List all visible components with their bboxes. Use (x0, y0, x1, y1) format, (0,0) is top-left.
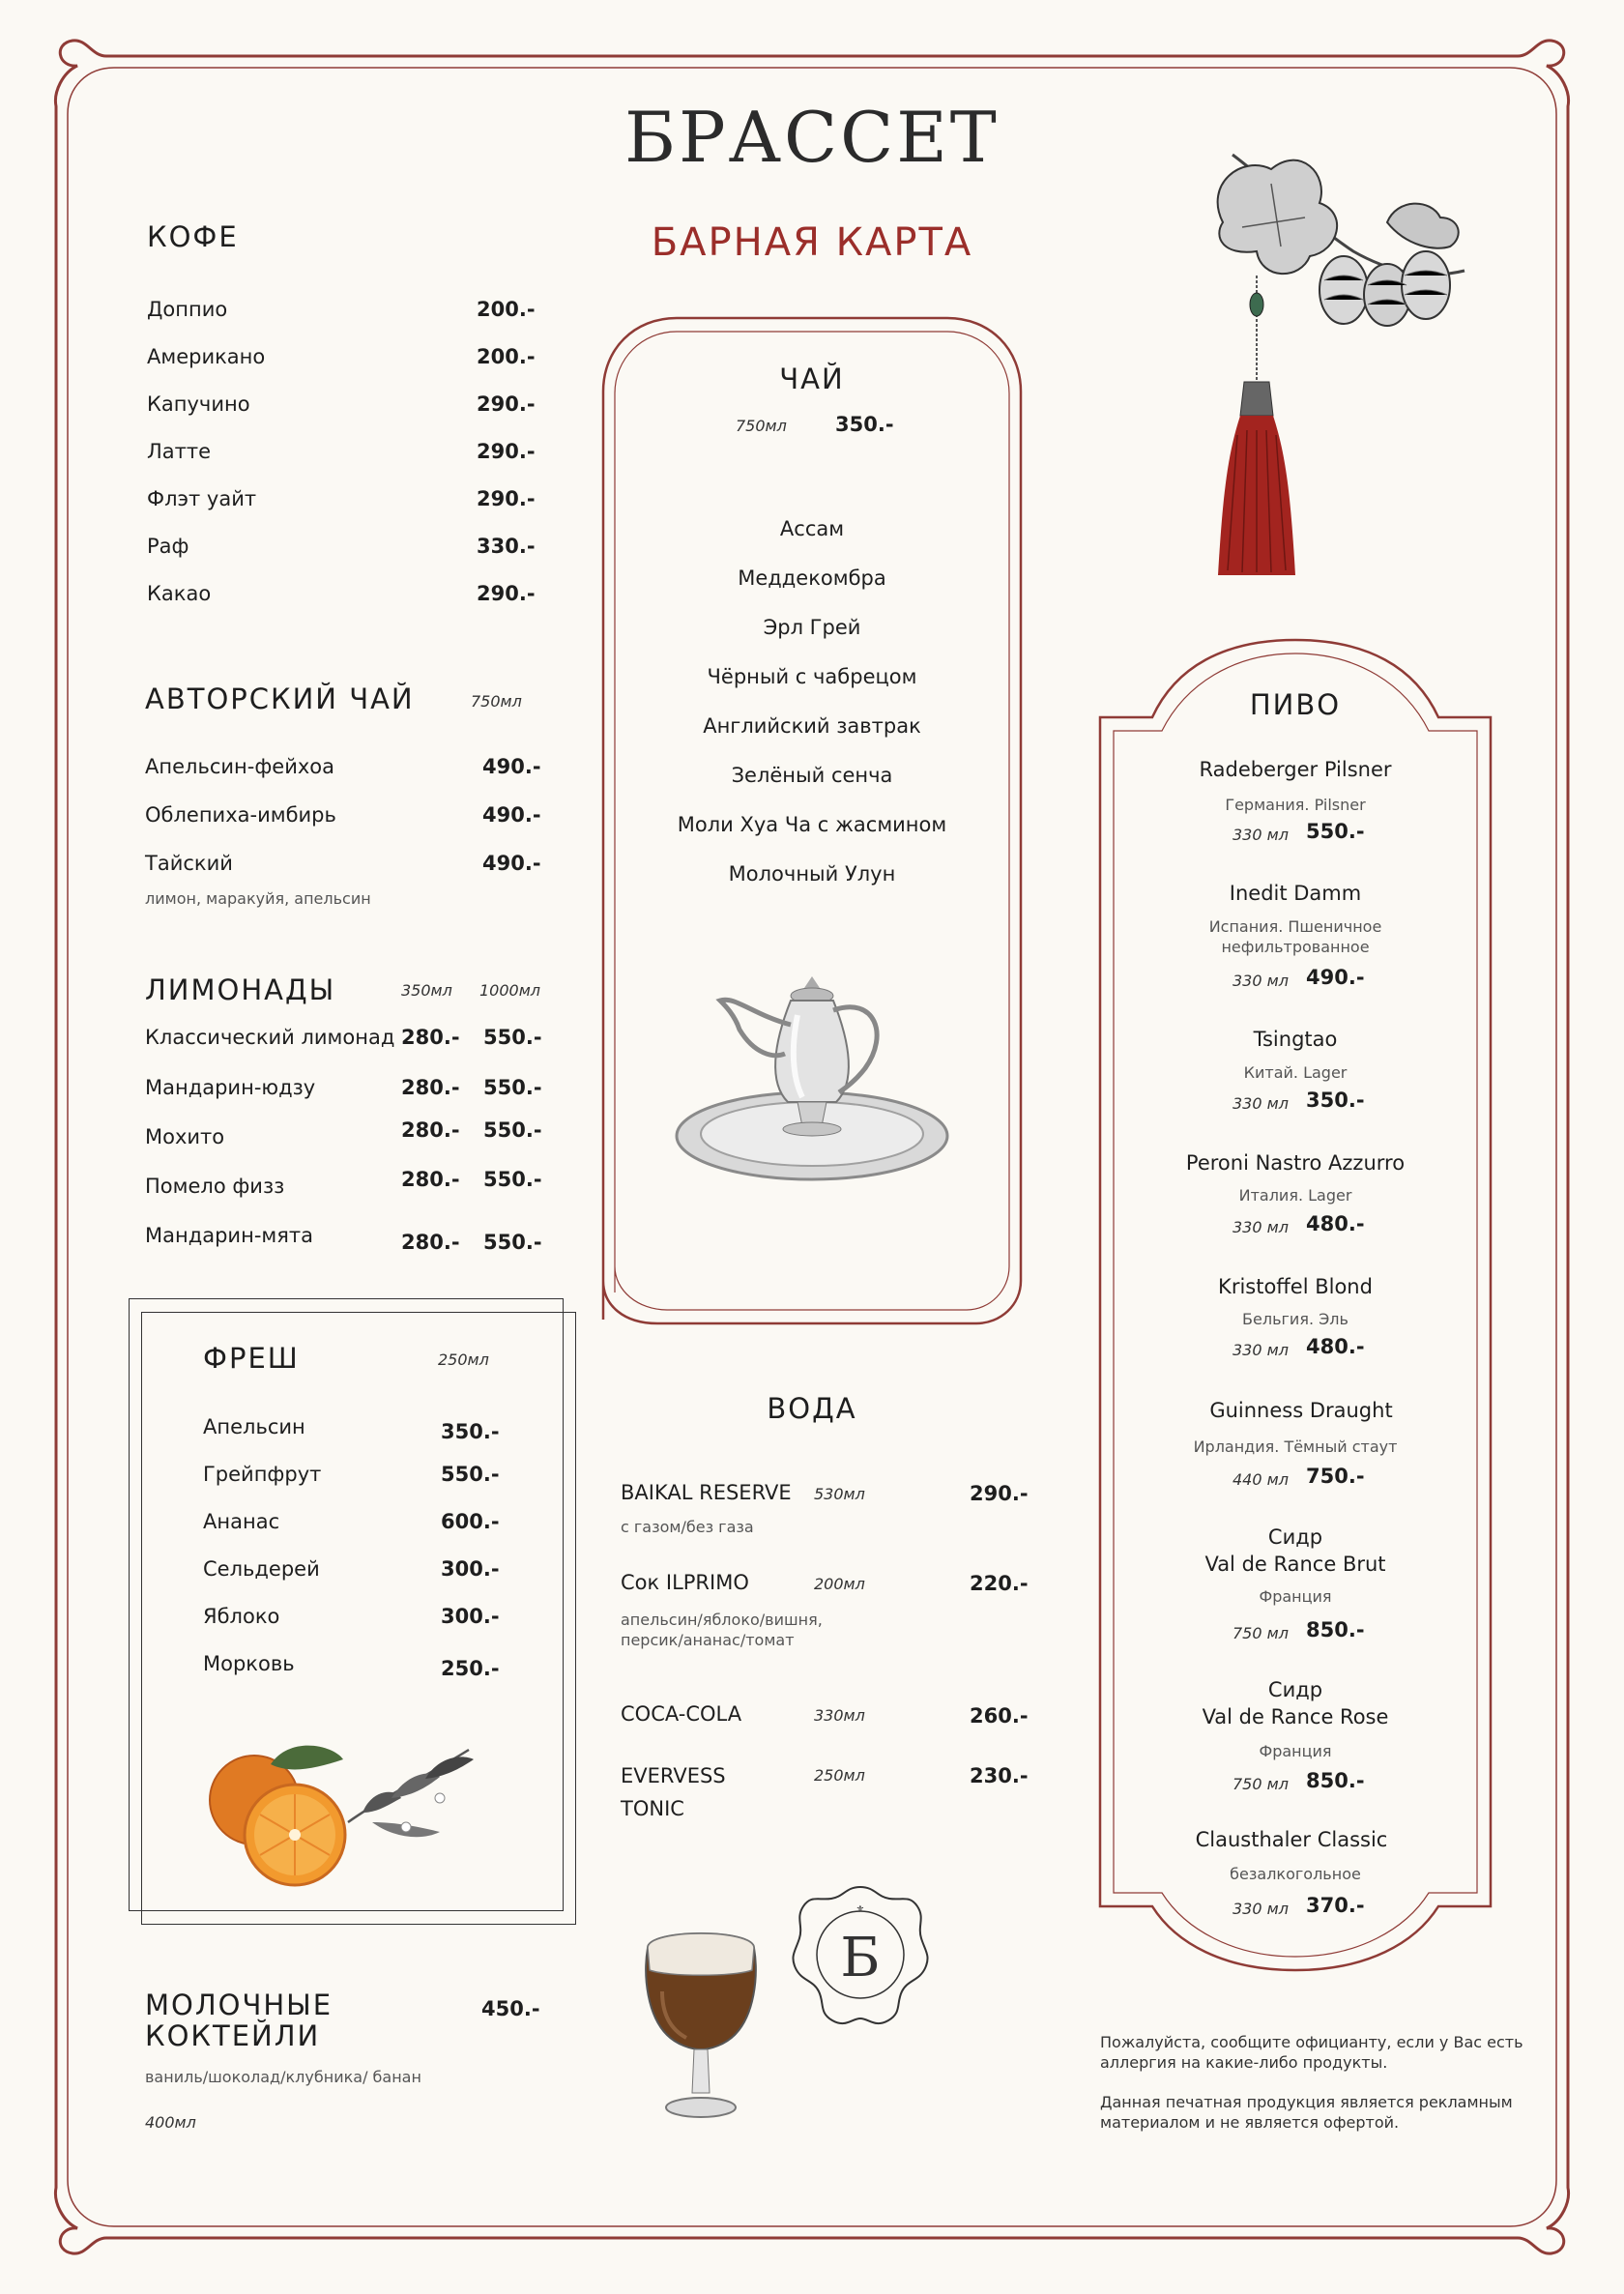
beer-item-volume: 330 мл (1232, 826, 1289, 844)
beer-item-volume: 440 мл (1232, 1470, 1289, 1489)
menu-item-name: Апельсин-фейхоа (145, 755, 334, 778)
beer-item-price: 480.- (1306, 1335, 1365, 1358)
beer-name-line1: Сидр (1267, 1678, 1323, 1701)
menu-item-name: Помело физз (145, 1175, 285, 1198)
menu-item-price: 490.- (482, 755, 541, 778)
legal-line2: материалом и не является офертой. (1100, 2113, 1400, 2132)
water-note-line1: апельсин/яблоко/вишня, (621, 1611, 823, 1629)
tea-item: Чёрный с чабрецом (707, 665, 917, 688)
menu-item-price: 490.- (482, 852, 541, 875)
milkshakes-heading (145, 1989, 333, 2051)
water-item-price: 230.- (970, 1764, 1029, 1787)
legal-line1: Данная печатная продукция является рекламным (1100, 2093, 1513, 2111)
teapot-illustration (667, 957, 957, 1189)
beer-item-volume: 330 мл (1232, 1341, 1289, 1359)
menu-item-price: 280.- (401, 1026, 460, 1049)
tea-item: Меддекомбра (738, 566, 886, 590)
beer-item-volume: 750 мл (1232, 1775, 1289, 1793)
beer-item-origin (1102, 916, 1489, 957)
tea-heading: ЧАЙ (779, 363, 845, 395)
beer-item-name: Guinness Draught (1209, 1399, 1393, 1422)
menu-item-name: Сельдерей (203, 1557, 320, 1581)
beer-glass-illustration (638, 1924, 764, 2136)
menu-item-price: 490.- (482, 803, 541, 827)
beer-item-volume: 750 мл (1232, 1624, 1289, 1642)
menu-item-name: Мандарин-юдзу (145, 1076, 316, 1099)
beer-heading: ПИВО (1249, 688, 1342, 721)
tea-item: Эрл Грей (763, 616, 861, 639)
beer-item-origin: безалкогольное (1230, 1865, 1361, 1883)
menu-item-name: Флэт уайт (147, 487, 257, 510)
allergy-line2: аллергия на какие-либо продукты. (1100, 2053, 1388, 2072)
water-item-note (621, 1610, 823, 1650)
water-item-volume: 250мл (814, 1766, 865, 1785)
water-note-line2: персик/ананас/томат (621, 1631, 795, 1649)
tea-item: Молочный Улун (728, 862, 896, 886)
menu-item-price: 350.- (441, 1420, 500, 1443)
restaurant-seal-logo (788, 1883, 933, 2028)
beer-item-volume: 330 мл (1232, 972, 1289, 990)
menu-item-name: Мохито (145, 1125, 225, 1148)
menu-item-price: 290.- (477, 582, 536, 605)
beer-item-origin: Франция (1259, 1587, 1332, 1606)
menu-item-price: 300.- (441, 1557, 500, 1581)
menu-item-name: Какао (147, 582, 212, 605)
menu-item-price: 290.- (477, 487, 536, 510)
menu-item-price: 550.- (483, 1168, 542, 1191)
tea-item: Английский завтрак (703, 714, 921, 738)
lemonades-heading: ЛИМОНАДЫ (145, 973, 336, 1006)
beer-item-price: 350.- (1306, 1089, 1365, 1112)
water-item-name (621, 1759, 726, 1825)
milkshakes-note: ваниль/шоколад/клубника/ банан (145, 2068, 421, 2086)
menu-item-name: Морковь (203, 1652, 295, 1675)
water-item-name: BAIKAL RESERVE (621, 1481, 792, 1504)
menu-item-price: 250.- (441, 1657, 500, 1680)
tangerine-illustration (198, 1730, 488, 1895)
menu-item-price: 280.- (401, 1168, 460, 1191)
beer-item-origin: Бельгия. Эль (1242, 1310, 1348, 1328)
menu-item-name: Апельсин (203, 1415, 305, 1438)
menu-item-name: Мандарин-мята (145, 1224, 313, 1247)
seal-letter: Б (840, 1927, 881, 1989)
beer-item-name: Kristoffel Blond (1218, 1275, 1373, 1298)
milkshakes-heading-line2: КОКТЕЙЛИ (145, 2019, 321, 2052)
beer-item-price: 850.- (1306, 1618, 1365, 1641)
water-item-name: Сок ILPRIMO (621, 1571, 749, 1594)
legal-notice (1100, 2092, 1513, 2133)
menu-item-price: 550.- (483, 1076, 542, 1099)
lemonades-volume-small: 350мл (401, 981, 452, 1000)
beer-item-price: 480.- (1306, 1212, 1365, 1235)
menu-item-price: 280.- (401, 1076, 460, 1099)
menu-item-price: 290.- (477, 440, 536, 463)
milkshakes-heading-line1: МОЛОЧНЫЕ (145, 1989, 334, 2021)
beer-name-line1: Сидр (1267, 1525, 1323, 1549)
menu-item-price: 550.- (483, 1118, 542, 1142)
beer-name-line2: Val de Rance Rose (1202, 1705, 1389, 1728)
menu-item-price: 280.- (401, 1231, 460, 1254)
beer-origin-line2: нефильтрованное (1221, 938, 1370, 956)
beer-item-price: 750.- (1306, 1465, 1365, 1488)
beer-item-name: Tsingtao (1253, 1028, 1338, 1051)
menu-item-price: 330.- (477, 535, 536, 558)
beer-item-origin: Франция (1259, 1742, 1332, 1760)
beer-item-name: Inedit Damm (1229, 882, 1362, 905)
water-heading: ВОДА (767, 1392, 857, 1425)
menu-item-price: 280.- (401, 1118, 460, 1142)
menu-item-name: Ананас (203, 1510, 280, 1533)
menu-item-name: Доппио (147, 298, 228, 321)
water-name-line1: EVERVESS (621, 1764, 726, 1787)
menu-item-name: Латте (147, 440, 212, 463)
beer-item-volume: 330 мл (1232, 1900, 1289, 1918)
water-item-volume: 330мл (814, 1706, 865, 1725)
beer-name-line2: Val de Rance Brut (1204, 1553, 1386, 1576)
menu-item-name: Американо (147, 345, 266, 368)
beer-item-price: 370.- (1306, 1894, 1365, 1917)
menu-item-name: Тайский (145, 852, 233, 875)
water-item-price: 260.- (970, 1704, 1029, 1728)
beer-item-origin: Италия. Lager (1238, 1186, 1352, 1205)
beer-item-volume: 330 мл (1232, 1218, 1289, 1236)
menu-item-price: 550.- (483, 1026, 542, 1049)
menu-item-price: 290.- (477, 392, 536, 416)
menu-item-price: 550.- (483, 1231, 542, 1254)
menu-item-price: 200.- (477, 298, 536, 321)
water-item-price: 290.- (970, 1482, 1029, 1505)
page-title: БАРНАЯ КАРТА (651, 220, 973, 265)
menu-item-price: 550.- (441, 1463, 500, 1486)
lemonades-volume-large: 1000мл (479, 981, 541, 1000)
beer-item-name (1102, 1676, 1489, 1730)
beer-item-price: 550.- (1306, 820, 1365, 843)
menu-item-price: 300.- (441, 1605, 500, 1628)
beer-item-name: Clausthaler Classic (1195, 1828, 1388, 1851)
beer-item-price: 490.- (1306, 966, 1365, 989)
beer-frame (1098, 638, 1493, 1972)
water-item-price: 220.- (970, 1572, 1029, 1595)
tea-item: Зелёный сенча (731, 764, 893, 787)
beer-item-volume: 330 мл (1232, 1094, 1289, 1113)
beer-origin-line1: Испания. Пшеничное (1208, 917, 1382, 936)
water-item-note: с газом/без газа (621, 1518, 754, 1536)
beer-item-origin: Китай. Lager (1243, 1063, 1348, 1082)
beer-item-name: Radeberger Pilsner (1199, 758, 1392, 781)
fresh-volume: 250мл (438, 1350, 489, 1369)
hops-tassel-illustration (1184, 126, 1474, 590)
tea-price: 350.- (835, 413, 894, 436)
water-name-line2: TONIC (621, 1797, 684, 1820)
svg-text:⚜: ⚜ (856, 1904, 865, 1915)
menu-item-name: Раф (147, 535, 189, 558)
menu-item-price: 600.- (441, 1510, 500, 1533)
beer-item-origin: Германия. Pilsner (1225, 796, 1366, 814)
water-item-volume: 200мл (814, 1575, 865, 1593)
allergy-line1: Пожалуйста, сообщите официанту, если у Вас есть (1100, 2033, 1523, 2051)
menu-item-price: 200.- (477, 345, 536, 368)
author-tea-heading: АВТОРСКИЙ ЧАЙ (145, 682, 415, 715)
menu-item-note: лимон, маракуйя, апельсин (145, 889, 371, 908)
menu-item-name: Классический лимонад (145, 1026, 395, 1049)
beer-item-price: 850.- (1306, 1769, 1365, 1792)
tea-volume: 750мл (736, 417, 787, 435)
water-item-name: COCA-COLA (621, 1702, 742, 1726)
beer-item-origin: Ирландия. Тёмный стаут (1193, 1437, 1398, 1456)
menu-item-name: Грейпфрут (203, 1463, 322, 1486)
milkshakes-volume: 400мл (145, 2113, 196, 2132)
milkshakes-price: 450.- (481, 1997, 540, 2020)
menu-item-name: Яблоко (203, 1605, 280, 1628)
water-item-volume: 530мл (814, 1485, 865, 1503)
menu-item-name: Капучино (147, 392, 250, 416)
allergy-notice (1100, 2032, 1523, 2073)
author-tea-volume: 750мл (471, 692, 522, 711)
beer-item-name: Peroni Nastro Azzurro (1185, 1151, 1406, 1175)
tea-item: Ассам (779, 517, 845, 540)
tea-item: Моли Хуа Ча с жасмином (677, 813, 947, 836)
coffee-heading: КОФЕ (147, 220, 239, 253)
fresh-heading: ФРЕШ (203, 1342, 300, 1375)
brand-logo-text: БРАССЕТ (624, 97, 1000, 178)
beer-item-name (1102, 1524, 1489, 1578)
menu-item-name: Облепиха-имбирь (145, 803, 336, 827)
